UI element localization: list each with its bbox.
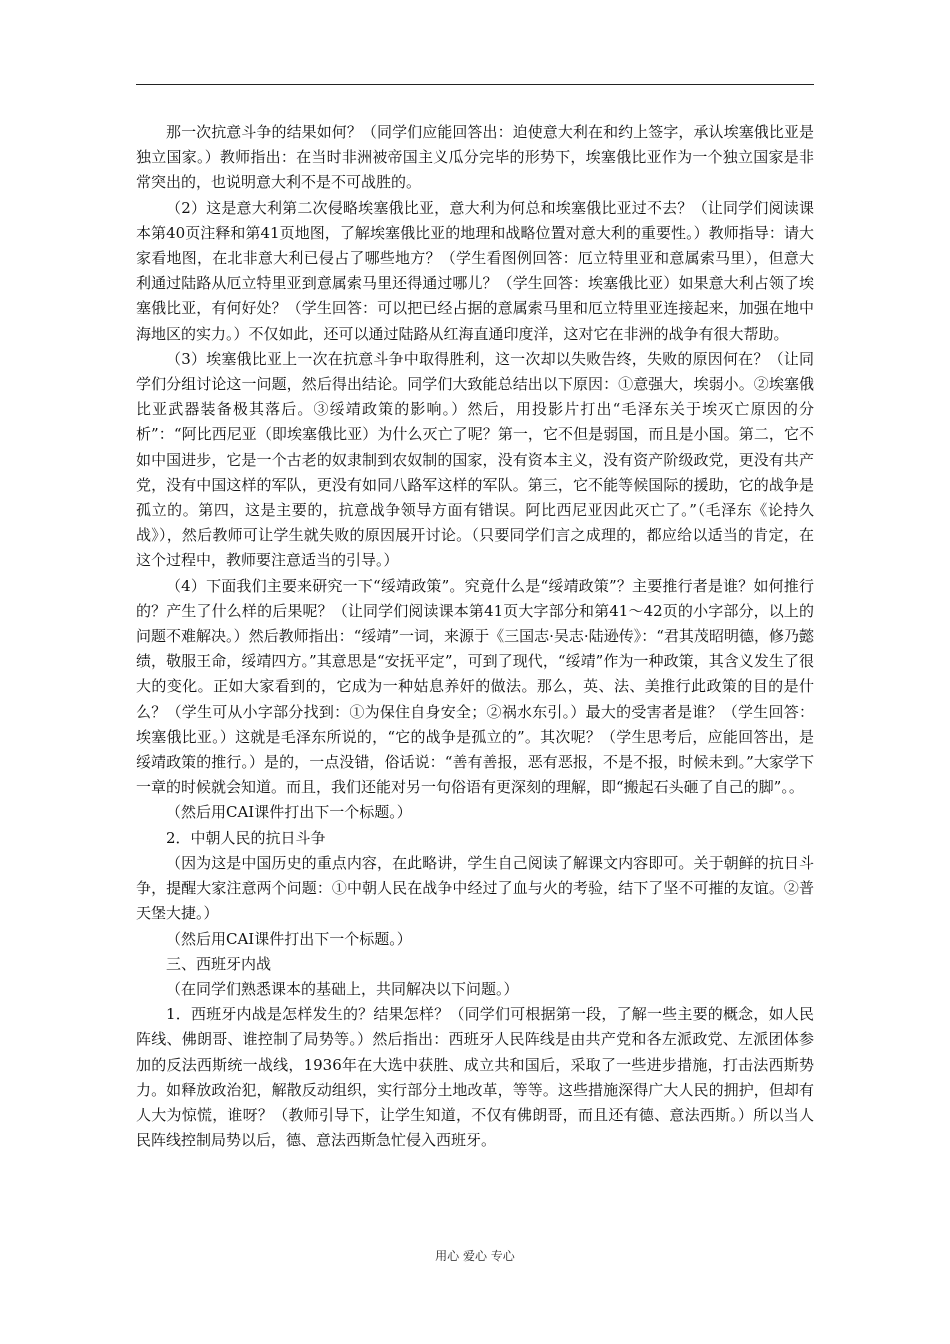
section-heading-spanish-civil-war: 三、西班牙内战 bbox=[166, 954, 272, 973]
paragraph-spain-intro: （在同学们熟悉课本的基础上，共同解决以下问题。） bbox=[166, 979, 519, 998]
paragraph-china-korea: （因为这是中国历史的重点内容，在此略讲，学生自己阅读了解课文内容即可。关于朝鲜的抗日斗争，提醒大家注意两个问题：①中朝人民在战争中经过了血与火的考验，结下了坚不可摧的友谊。②普天堡大捷。） bbox=[136, 853, 814, 923]
paragraph-next-title-note-2: （然后用CAI课件打出下一个标题。） bbox=[166, 929, 412, 948]
document-body bbox=[136, 120, 814, 1153]
paragraph-spain-question-1: 1．西班牙内战是怎样发生的？结果怎样？（同学们可根据第一段，了解一些主要的概念，如人民阵线、佛朗哥、谁控制了局势等。）然后指出：西班牙人民阵线是由共产党和各左派政党、左派团体参加的反法西斯统一战线，1936年在大选中获胜、成立共和国后，采取了一些进步措施，打击法西斯势力。如释放政治犯，解散反动组织，实行部分土地改革，等等。这些措施深得广大人民的拥护，但却有人大为惊慌，谁呀？（教师引导下，让学生知道，不仅有佛朗哥，而且还有德、意法西斯。）所以当人民阵线控制局势以后，德、意法西斯急忙侵入西班牙。 bbox=[136, 1005, 814, 1150]
paragraph-appeasement-policy: （4）下面我们主要来研究一下“绥靖政策”。究竟什么是“绥靖政策”？主要推行者是谁？如何推行的？产生了什么样的后果呢？（让同学们阅读课本第41页大字部分和第41～42页的小字部分，以上的问题不难解决。）然后教师指出：“绥靖”一词，来源于《三国志·吴志·陆逊传》：“君其茂昭明德，修乃懿绩，敬服王命，绥靖四方。”其意思是“安抚平定”，可到了现代，“绥靖”作为一种政策，其含义发生了很大的变化。正如大家看到的，它成为一种姑息养奸的做法。那么，英、法、美推行此政策的目的是什么？（学生可从小字部分找到：①为保住自身安全；②祸水东引。）最大的受害者是谁？（学生回答：埃塞俄比亚。）这就是毛泽东所说的，“它的战争是孤立的”。其次呢？（学生思考后，应能回答出，是绥靖政策的推行。）是的，一点没错，俗话说：“善有善报，恶有恶报，不是不报，时候未到。”大家学下一章的时候就会知道。而且，我们还能对另一句俗语有更深刻的理解，即“搬起石头砸了自己的脚”。。 bbox=[136, 576, 814, 797]
page-footer: 用心 爱心 专心 bbox=[435, 1249, 515, 1263]
header-rule bbox=[136, 84, 814, 85]
paragraph-result-of-first-war: 那一次抗意斗争的结果如何？（同学们应能回答出：迫使意大利在和约上签字，承认埃塞俄比亚是独立国家。）教师指出：在当时非洲被帝国主义瓜分完毕的形势下，埃塞俄比亚作为一个独立国家是非常突出的，也说明意大利不是不可战胜的。 bbox=[136, 123, 814, 192]
paragraph-second-invasion: （2）这是意大利第二次侵略埃塞俄比亚，意大利为何总和埃塞俄比亚过不去？（让同学们阅读课本第40页注释和第41页地图，了解埃塞俄比亚的地理和战略位置对意大利的重要性。）教师指导：请大家看地图，在北非意大利已侵占了哪些地方？（学生看图例回答：厄立特里亚和意属索马里），但意大利通过陆路从厄立特里亚到意属索马里还得通过哪儿？（学生回答：埃塞俄比亚）如果意大利占领了埃塞俄比亚，有何好处？（学生回答：可以把已经占据的意属索马里和厄立特里亚连接起来，加强在地中海地区的实力。）不仅如此，还可以通过陆路从红海直通印度洋，这对它在非洲的战争有很大帮助。 bbox=[136, 198, 814, 343]
paragraph-next-title-note-1: （然后用CAI课件打出下一个标题。） bbox=[166, 803, 412, 822]
section-heading-china-korea: 2．中朝人民的抗日斗争 bbox=[166, 828, 326, 847]
paragraph-failure-reasons: （3）埃塞俄比亚上一次在抗意斗争中取得胜利，这一次却以失败告终，失败的原因何在？（让同学们分组讨论这一问题，然后得出结论。同学们大致能总结出以下原因：①意强大，埃弱小。②埃塞俄比亚武器装备极其落后。③绥靖政策的影响。）然后，用投影片打出“毛泽东关于埃灭亡原因的分析”：“阿比西尼亚（即埃塞俄比亚）为什么灭亡了呢？第一，它不但是弱国，而且是小国。第二，它不如中国进步，它是一个古老的奴隶制到农奴制的国家，没有资本主义，没有资产阶级政党，更没有共产党，没有中国这样的军队，更没有如同八路军这样的军队。第三，它不能等候国际的援助，它的战争是孤立的。第四，这是主要的，抗意战争领导方面有错误。阿比西尼亚因此灭亡了。”（毛泽东《论持久战》），然后教师可让学生就失败的原因展开讨论。（只要同学们言之成理的，都应给以适当的肯定，在这个过程中，教师要注意适当的引导。） bbox=[136, 349, 814, 570]
